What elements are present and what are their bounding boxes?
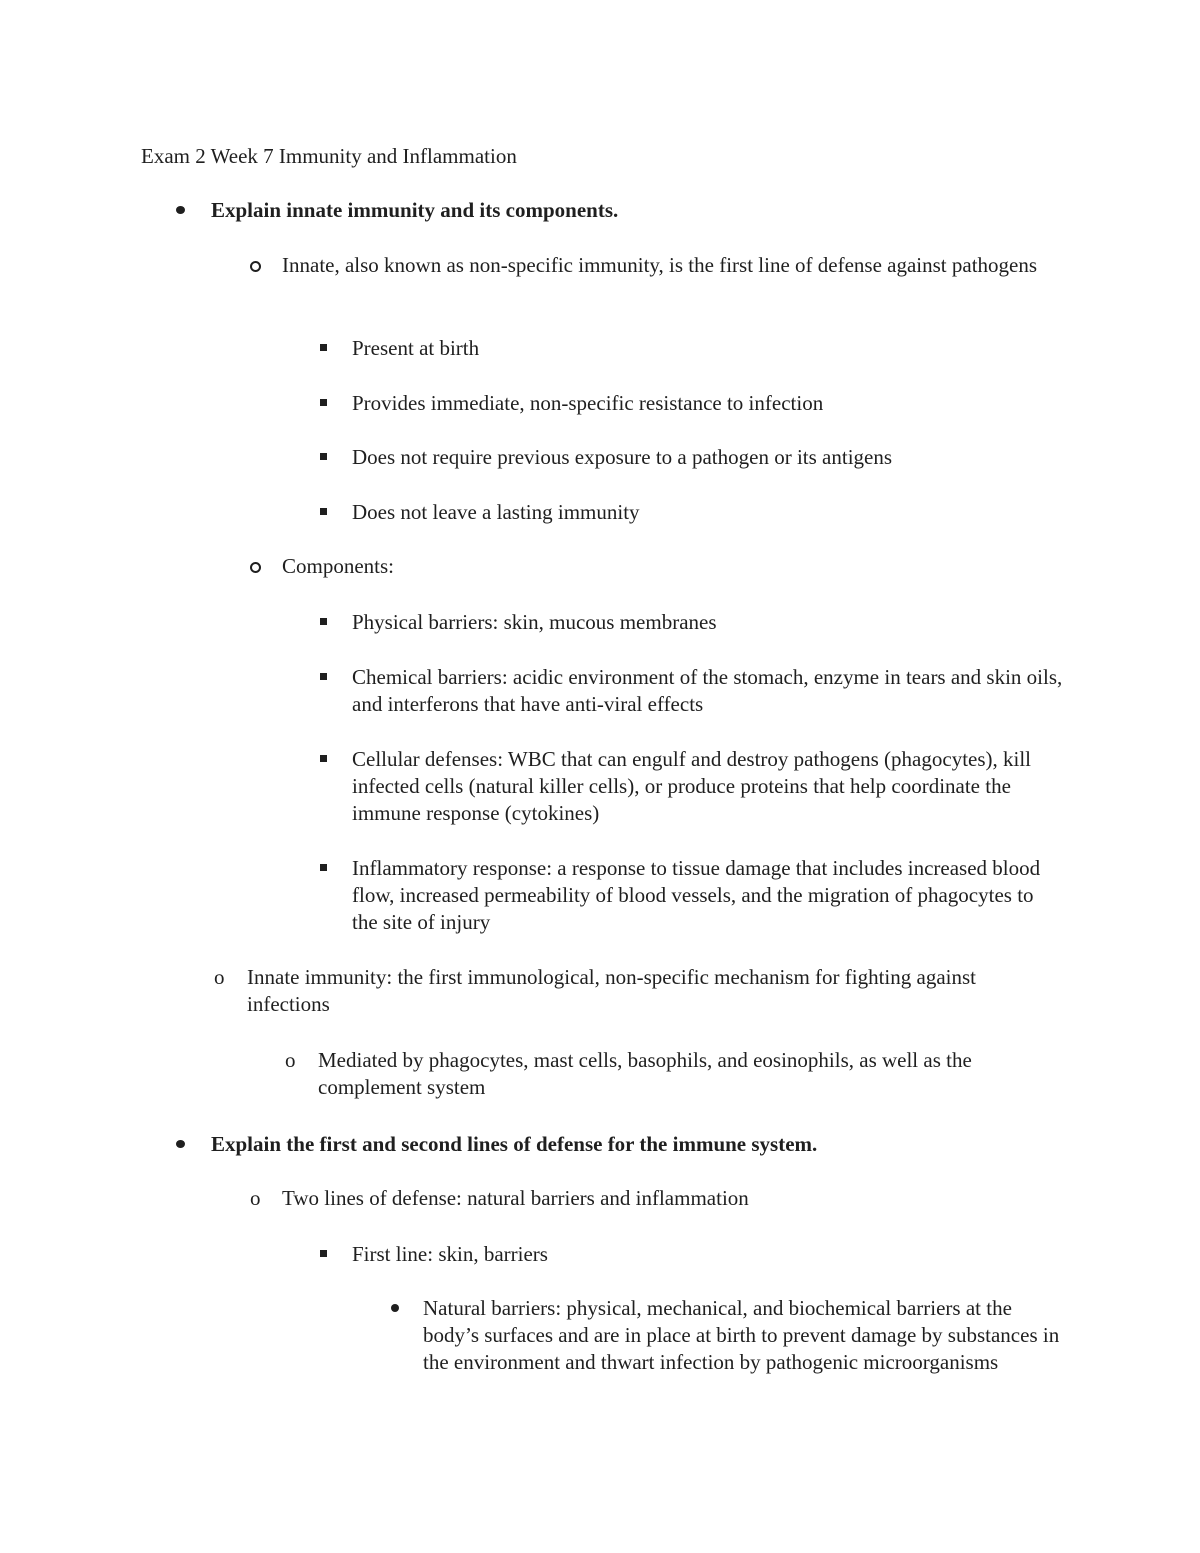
component-item: Inflammatory response: a response to tissue damage that includes increased blood flow, increased permeability of blood vessels, and the migration of phagocytes to the site of injury xyxy=(352,856,1041,934)
bullet-square-icon xyxy=(320,344,327,351)
bullet-disc-icon xyxy=(176,1140,185,1148)
two-lines-note: Two lines of defense: natural barriers and inflammation xyxy=(282,1186,749,1210)
bullet-square-icon xyxy=(320,1250,327,1257)
bullet-square-icon xyxy=(320,399,327,406)
bullet-square-icon xyxy=(320,508,327,515)
bullet-square-icon xyxy=(320,864,327,871)
innate-point: Present at birth xyxy=(352,336,480,360)
innate-point: Provides immediate, non-specific resistance to infection xyxy=(352,391,824,415)
first-line-note: First line: skin, barriers xyxy=(352,1242,548,1266)
bullet-square-icon xyxy=(320,755,327,762)
component-item: Cellular defenses: WBC that can engulf and destroy pathogens (phagocytes), kill infected cells (natural killer cells), or produce proteins that help coordinate the immune response (cytokines) xyxy=(352,747,1032,825)
heading-text: Explain the first and second lines of defense for the immune system. xyxy=(211,1132,818,1156)
natural-barriers-note: Natural barriers: physical, mechanical, and biochemical barriers at the body’s surfaces and are in place at birth to prevent damage by substances in the environment and thwart infection by pathogenic microorganisms xyxy=(423,1296,1060,1374)
bullet-o-icon: o xyxy=(250,1186,261,1210)
mediated-note: Mediated by phagocytes, mast cells, basophils, and eosinophils, as well as the complement system xyxy=(318,1048,972,1099)
components-label: Components: xyxy=(282,554,395,578)
page-title: Exam 2 Week 7 Immunity and Inflammation xyxy=(141,144,517,168)
innate-point: Does not leave a lasting immunity xyxy=(352,500,640,524)
component-item: Chemical barriers: acidic environment of the stomach, enzyme in tears and skin oils, and interferons that have anti-viral effects xyxy=(352,665,1063,716)
heading-text: Explain innate immunity and its components. xyxy=(211,198,619,222)
innate-point: Does not require previous exposure to a pathogen or its antigens xyxy=(352,445,893,469)
bullet-square-icon xyxy=(320,453,327,460)
component-item: Physical barriers: skin, mucous membranes xyxy=(352,610,717,634)
bullet-square-icon xyxy=(320,673,327,680)
bullet-o-icon: o xyxy=(285,1048,296,1072)
bullet-circle-icon xyxy=(250,562,261,573)
innate-immunity-note: Innate immunity: the first immunological, non-specific mechanism for fighting against infections xyxy=(247,965,977,1016)
bullet-disc-icon xyxy=(176,206,185,214)
bullet-o-icon: o xyxy=(214,965,225,989)
bullet-square-icon xyxy=(320,618,327,625)
bullet-disc-icon xyxy=(391,1304,399,1312)
bullet-circle-icon xyxy=(250,261,261,272)
innate-definition: Innate, also known as non-specific immunity, is the first line of defense against pathogens xyxy=(282,253,1038,277)
